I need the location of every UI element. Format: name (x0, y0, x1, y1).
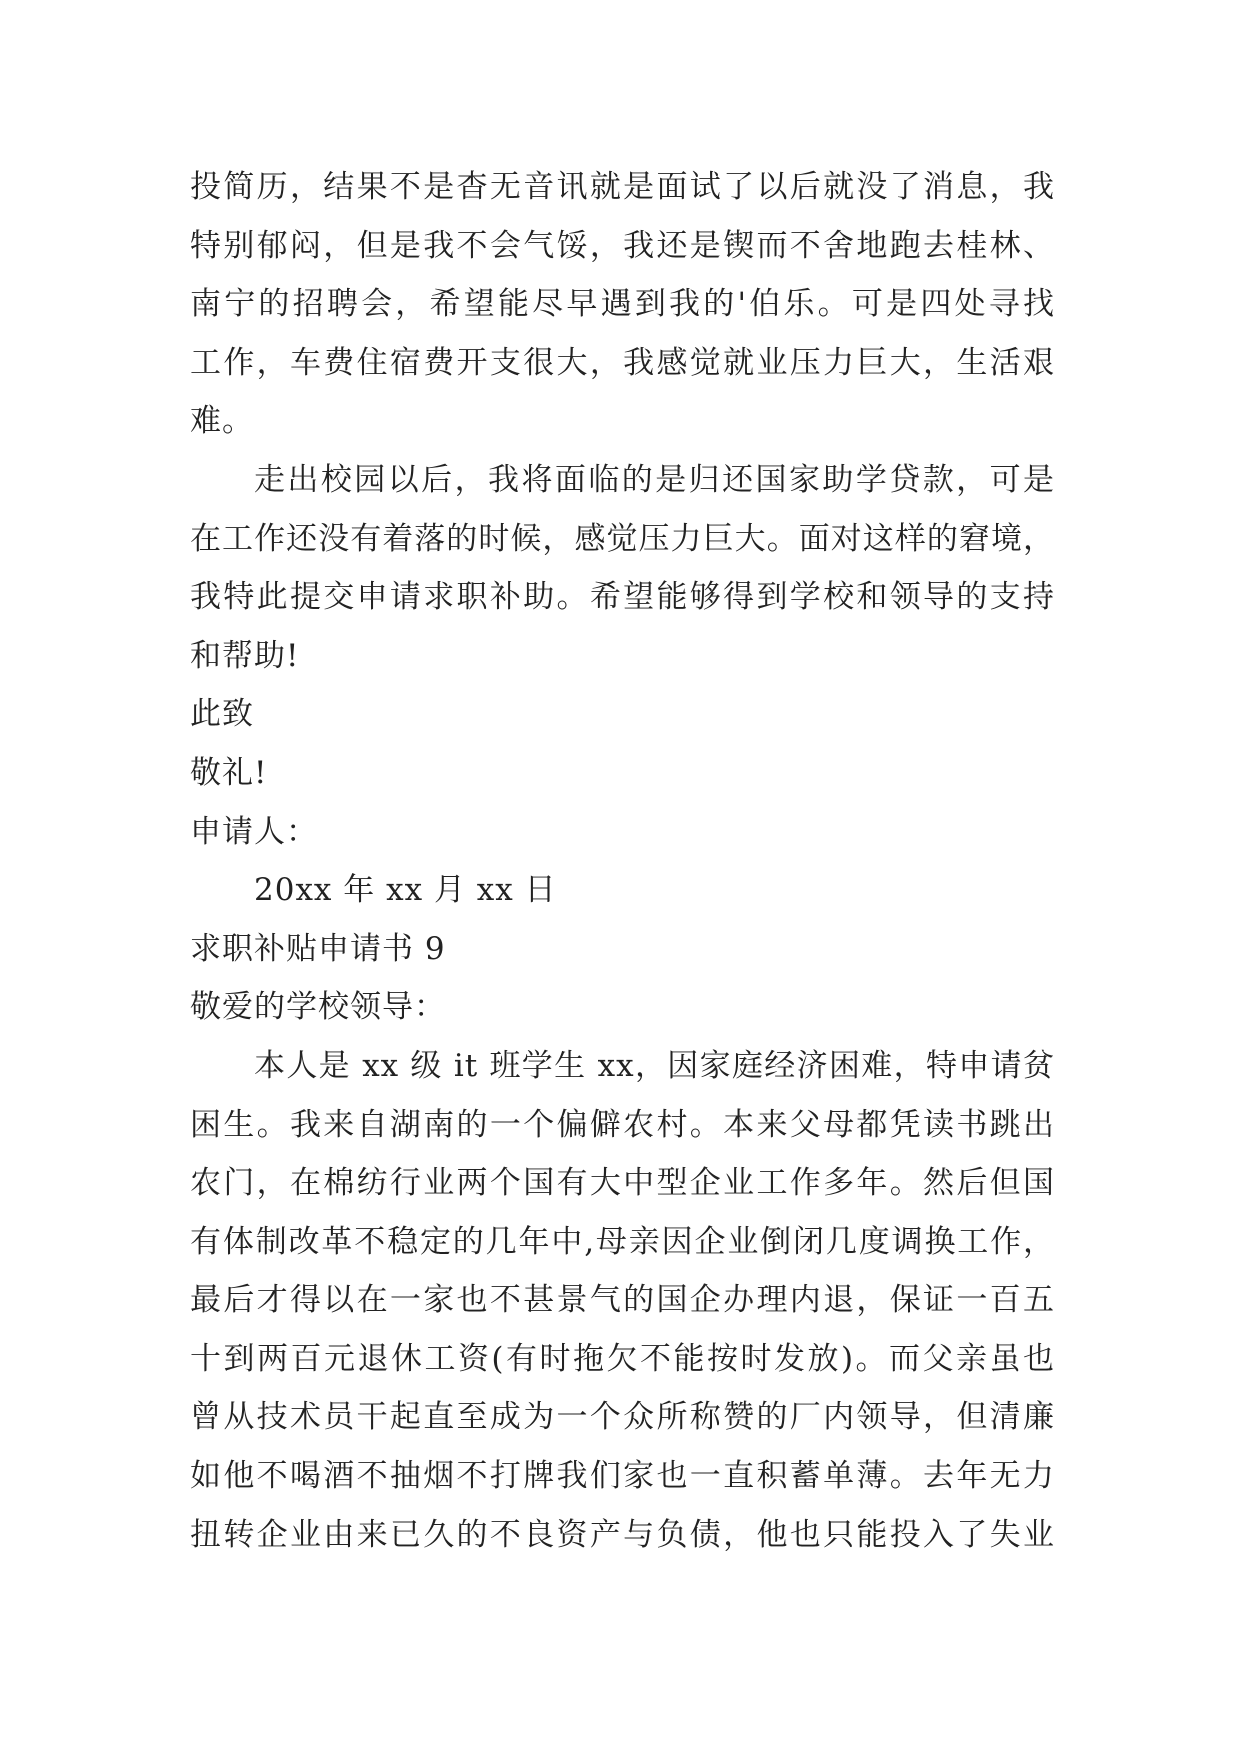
text-line: 敬爱的学校领导： (190, 989, 446, 1026)
text-line: 曾从技术员干起直至成为一个众所称赞的厂内领导，但清廉 (190, 1399, 1055, 1436)
text-line: 敬礼! (190, 754, 268, 791)
text-line: 工作，车费住宿费开支很大，我感觉就业压力巨大，生活艰 (190, 344, 1055, 381)
text-line: 在工作还没有着落的时候，感觉压力巨大。面对这样的窘境， (190, 520, 1055, 557)
text-line: 我特此提交申请求职补助。希望能够得到学校和领导的支持 (190, 579, 1055, 616)
document-body (190, 158, 1055, 1564)
text-line: 困生。我来自湖南的一个偏僻农村。本来父母都凭读书跳出 (190, 1106, 1055, 1143)
text-line: 此致 (190, 696, 254, 733)
text-line: 扭转企业由来已久的不良资产与负债，他也只能投入了失业 (190, 1516, 1055, 1553)
text-line: 走出校园以后，我将面临的是归还国家助学贷款，可是 (254, 461, 1055, 498)
text-line: 求职补贴申请书 9 (190, 930, 446, 967)
text-line: 最后才得以在一家也不甚景气的国企办理内退，保证一百五 (190, 1282, 1055, 1319)
text-line: 有体制改革不稳定的几年中,母亲因企业倒闭几度调换工作， (190, 1223, 1055, 1260)
text-line: 十到两百元退休工资(有时拖欠不能按时发放)。而父亲虽也 (190, 1340, 1055, 1377)
text-line: 特别郁闷，但是我不会气馁，我还是锲而不舍地跑去桂林、 (190, 227, 1055, 264)
text-line: 难。 (190, 403, 254, 440)
text-line: 农门，在棉纺行业两个国有大中型企业工作多年。然后但国 (190, 1165, 1055, 1202)
text-line: 20xx 年 xx 月 xx 日 (254, 872, 557, 909)
text-line: 和帮助! (190, 637, 300, 674)
text-line: 投简历，结果不是杳无音讯就是面试了以后就没了消息，我 (190, 169, 1055, 205)
text-line: 南宁的招聘会，希望能尽早遇到我的'伯乐。可是四处寻找 (190, 286, 1055, 323)
text-line: 申请人： (190, 813, 318, 850)
text-line: 本人是 xx 级 it 班学生 xx，因家庭经济困难，特申请贫 (254, 1047, 1055, 1084)
text-line: 如他不喝酒不抽烟不打牌我们家也一直积蓄单薄。去年无力 (190, 1458, 1055, 1495)
